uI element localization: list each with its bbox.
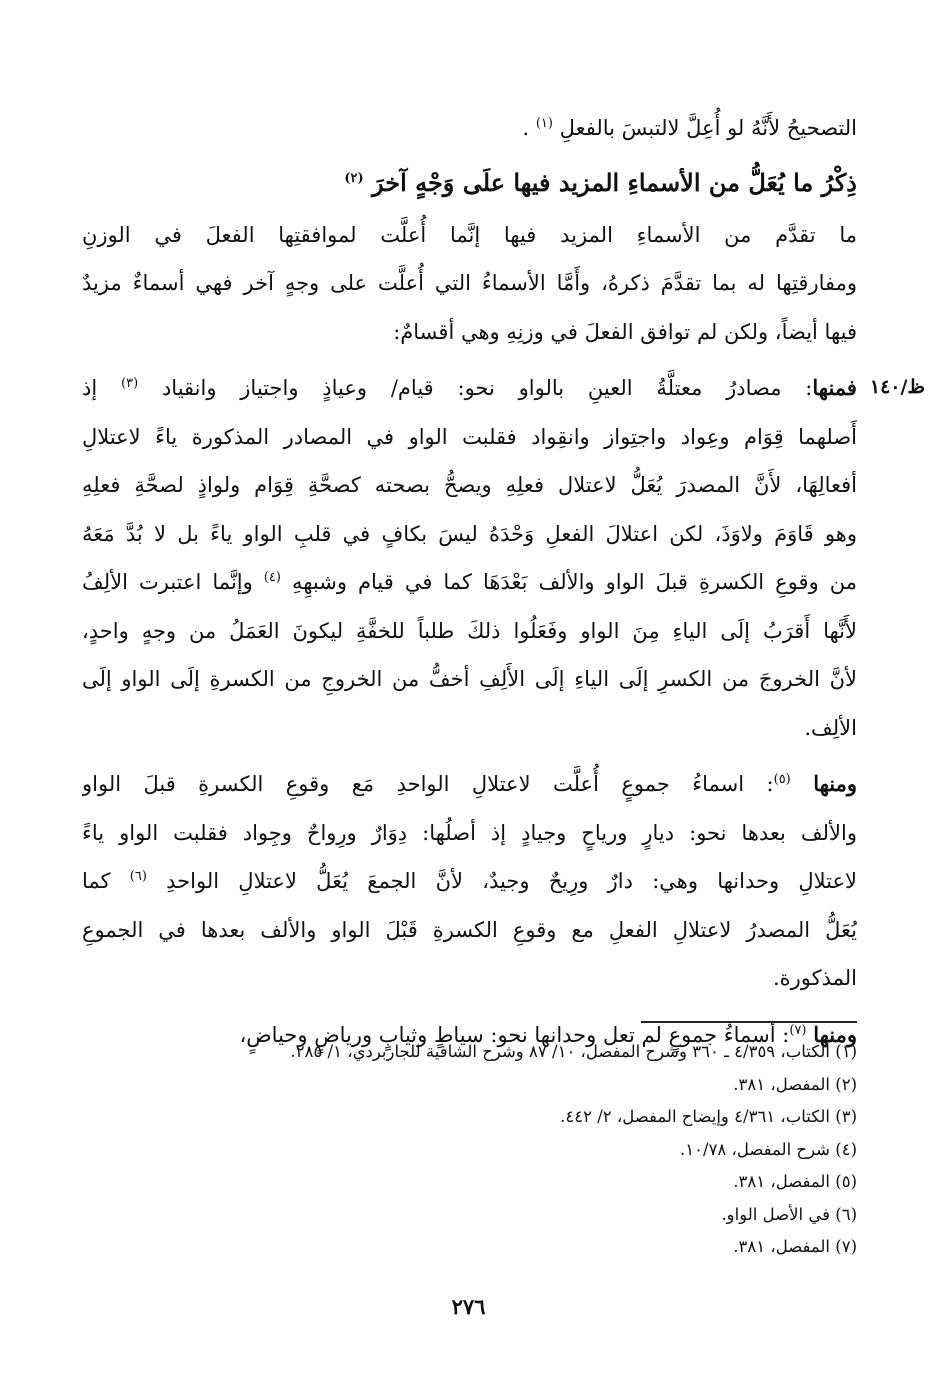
text-line <box>82 760 857 809</box>
footnotes <box>82 1036 857 1264</box>
paragraph-gap <box>82 1003 857 1011</box>
line-text: . <box>522 116 530 140</box>
line-text: ما تقدَّم من الأسماءِ المزيد فيها إنَّما أُعلَّت لموافقتِها الفعلَ في الوزنِ <box>82 222 857 247</box>
footnote-ref: (٣) <box>121 376 139 391</box>
footnote-ref: (٦) <box>129 869 147 884</box>
text-line <box>82 954 857 1003</box>
heading-text: ذِكْرُ ما يُعَلُّ من الأسماءِ المزيد فيها علَى وَجْهٍ آخرَ <box>372 167 857 197</box>
margin-folio-note: ظ/١٤٠ <box>869 376 925 398</box>
line-text: كما <box>82 869 111 893</box>
text-line <box>82 857 857 906</box>
line-text: : اسماءُ جموعٍ أُعلَّت لاعتلالِ الواحدِ مَع وقوعِ الكسرةِ قبلَ الواو <box>82 772 774 796</box>
footnote-item: (٣) الكتاب، ٤/٣٦١ وإيضاح المفصل، ٢/ ٤٤٢. <box>560 1107 857 1126</box>
footnote-item: (١) الكتاب، ٤/٣٥٩ ـ ٣٦٠ وشرح المفصل، ١٠/ ٨٧ وشرح الشافية للجاربردي، ١/ ٢٨٥. <box>290 1042 857 1061</box>
footnote-item: (٦) في الأصل الواو. <box>721 1204 857 1224</box>
footnote-item: (٥) المفصل، ٣٨١. <box>733 1172 857 1191</box>
footnote-item: (٢) المفصل، ٣٨١. <box>733 1074 857 1094</box>
text-line <box>82 558 857 607</box>
text-line <box>82 704 857 753</box>
line-text: إذ <box>82 376 98 400</box>
text-line <box>82 809 857 858</box>
footnote-item: (٤) شرح المفصل، ١٠/٧٨. <box>680 1139 857 1159</box>
line-text: يُعَلُّ المصدرُ لاعتلالِ الفعلِ مع وقوعِ الكسرةِ قَبْلَ الواو والألف بعدها في الجموعِ <box>82 917 857 942</box>
paragraph-gap <box>82 356 857 364</box>
line-text: : أسماءُ جموعٍ لم تعل وحدانها نحو: سياطٍ وثيابٍ ورياضٍ وحياضٍ، <box>239 1022 790 1047</box>
footnote-separator <box>641 1021 857 1023</box>
footnote-ref: (٤) <box>263 570 281 585</box>
main-text <box>82 104 857 1059</box>
line-text: وإنَّما اعتبرت الألِفُ <box>82 570 253 594</box>
paragraph-lead: ومنها <box>813 771 857 796</box>
line-text: التصحيحُ لأَنَّهُ لو أُعِلَّ لالتبسَ بالفعلِ <box>559 116 857 140</box>
text-line <box>82 211 857 260</box>
page-number: ٢٧٦ <box>451 1294 486 1319</box>
text-line <box>82 655 857 704</box>
line-text: من وقوعِ الكسرةِ قبلَ الواو والألف بَعْدَهَا كما في قيام وشبهِهِ <box>291 570 857 594</box>
text-line <box>82 510 857 559</box>
text-line <box>82 364 857 413</box>
line-text: لاعتلالِ وحدانها وهي: دارٌ ورِيحٌ وجيدٌ، لأنَّ الجمعَ يُعَلُّ لاعتلالِ الواحدِ <box>166 869 857 893</box>
footnote-ref: (٢) <box>344 170 364 186</box>
line-text: الألِف. <box>804 715 857 740</box>
line-text: المذكورة. <box>772 966 857 990</box>
footnote-item: (٧) المفصل، ٣٨١. <box>733 1237 857 1256</box>
line-text: لأَنَّها أَقرَبُ إلَى الياءِ مِنَ الواو وفَعَلُوا ذلكَ طلباً للخفَّةِ ليكونَ العَمَلُ من وجهٍ واحدٍ، <box>82 618 857 643</box>
line-text: فيها أيضاً، ولكن لم توافق الفعلَ في وزنِهِ وهي أقسامٌ: <box>393 319 857 344</box>
text-line <box>82 104 857 153</box>
line-text: أَصلهما قِوَام وعِواد واجتِواز وانقِواد فقلبت الواو في المصادر المذكورة ياءً لاعتلالِ <box>82 424 857 449</box>
line-text: ومفارقتِها له بما تقدَّمَ ذكرهُ، وأَمَّا الأسماءُ التي أُعلَّت على وجهٍ آخر فهي أسماءٌ مزيدٌ <box>82 271 857 295</box>
footnote-ref: (٥) <box>773 772 791 787</box>
text-line <box>82 461 857 510</box>
text-line <box>82 308 857 357</box>
line-text: أفعالِهَا، لأَنَّ المصدرَ يُعَلُّ لاعتلال فعلِهِ ويصحُّ بصحته كصحَّةِ قِوَام ولواذٍ لصحَّةِ فعلِهِ <box>82 473 857 497</box>
footnote-ref: (٧) <box>789 1022 807 1038</box>
line-text: وهو قَاوَمَ ولاوَذَ، لكن اعتلالَ الفعلِ وَحْدَهُ ليسَ بكافٍ في قلبِ الواو ياءً بل لا بُدَّ مَعَهُ <box>82 521 857 546</box>
footnote-ref: (١) <box>535 116 553 131</box>
text-line <box>82 259 857 308</box>
text-line <box>82 607 857 656</box>
text-line <box>82 906 857 955</box>
paragraph-lead: فمنها <box>812 375 857 400</box>
line-text: والألف بعدها نحو: ديارٍ ورياحٍ وجيادٍ إذ أصلُها: دِوَارٌ ورِواحٌ وجِواد فقلبت الواو ياءً <box>82 820 857 845</box>
text-line <box>82 413 857 462</box>
paragraph-lead: ومنها <box>813 1021 857 1047</box>
line-text: : مصادرُ معتلَّةُ العينِ بالواو نحو: قيام/ وعياذٍ واجتياز وانقياد <box>161 376 813 400</box>
section-heading <box>82 157 857 209</box>
line-text: لأنَّ الخروجَ من الكسرِ إلَى الياءِ إلَى الأَلِفِ أخفُّ من الخروجِ من الكسرةِ إلَى الواو إلَى <box>82 667 857 691</box>
paragraph-gap <box>82 752 857 760</box>
